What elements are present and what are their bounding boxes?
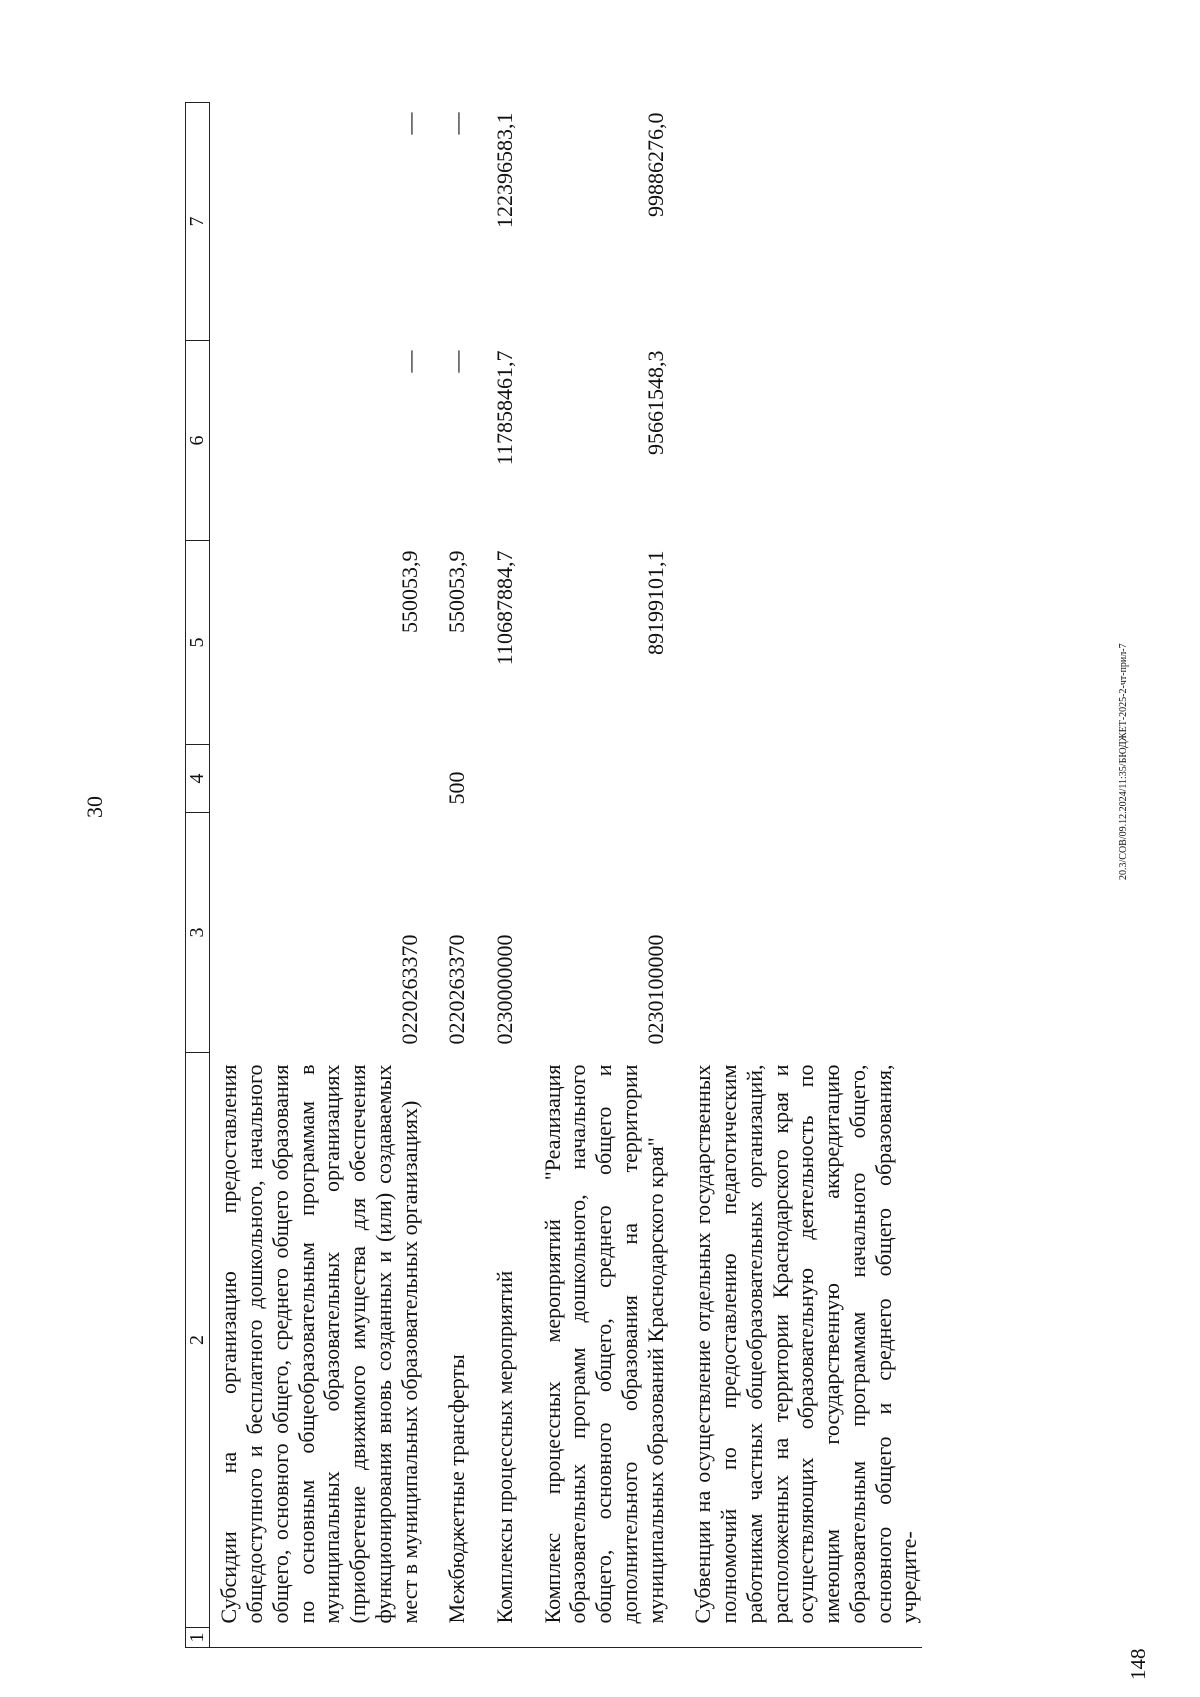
row-2026: 117858461,7 <box>492 350 517 466</box>
row-2026: — <box>444 350 470 373</box>
table-row <box>422 103 470 1648</box>
table-row <box>518 103 669 1648</box>
row-vr: 500 <box>444 771 470 805</box>
row-csr: 0220263370 <box>444 934 470 1045</box>
header-col-1: 1 <box>186 1628 210 1648</box>
table-row <box>470 103 518 1648</box>
row-2027: 99886276,0 <box>642 112 668 217</box>
row-2027 <box>668 103 922 341</box>
budget-table <box>185 102 922 1648</box>
row-2026: 95661548,3 <box>642 350 668 455</box>
row-name: Комплекс процессных мероприятий "Реализация образовательных программ дошкольного, начального общего, основного общего, среднего общего и дополнительного образования на территории муниципальных образований Краснодарского края" <box>539 1064 668 1624</box>
row-csr: 0230100000 <box>642 934 668 1045</box>
document-code: 20.3/СОВ/09.12.2024/11:35/БЮДЖЕТ-2025-2-чт-прил-7 <box>1118 643 1129 880</box>
header-col-3: 3 <box>186 813 210 1053</box>
header-col-7: 7 <box>186 103 210 341</box>
row-2025: 550053,9 <box>396 550 422 633</box>
row-vr <box>518 745 669 813</box>
row-csr: 0220263370 <box>396 934 422 1045</box>
sheet-number: 148 <box>1126 1648 1150 1680</box>
row-2026 <box>668 341 922 541</box>
row-2027: 122396583,1 <box>492 112 517 228</box>
header-col-5: 5 <box>186 541 210 745</box>
row-vr <box>668 745 922 813</box>
budget-table-rotated <box>185 103 922 1648</box>
row-2027: — <box>396 112 422 135</box>
row-2025: 550053,9 <box>444 550 470 633</box>
row-2025: 110687884,7 <box>492 550 517 666</box>
row-vr <box>470 745 518 813</box>
row-2027: — <box>444 112 470 135</box>
row-name: Межбюджетные трансферты <box>444 1354 470 1624</box>
page-number: 30 <box>82 796 107 818</box>
header-col-4: 4 <box>186 745 210 813</box>
table-row <box>668 103 922 1648</box>
row-csr: 0230000000 <box>492 934 517 1045</box>
row-csr <box>668 813 922 1053</box>
header-col-2: 2 <box>186 1053 210 1628</box>
row-name: Комплексы процессных мероприятий <box>492 1270 517 1624</box>
table-row <box>210 103 422 1648</box>
row-2026: — <box>396 350 422 373</box>
header-col-6: 6 <box>186 341 210 541</box>
row-name: Субсидии на организацию предоставления общедоступного и бесплатного дошкольного, начального общего, основного общего, среднего общего образования по основным общеобразовательным программам в муниципальных образовательных организациях (приобретение движимого имущества для обеспечения функционирования вновь созданных и (или) создаваемых мест в муниципальных образовательных организациях) <box>216 1064 422 1624</box>
header-row <box>186 103 210 1648</box>
row-name: Субвенции на осуществление отдельных государственных полномочий по предоставлению педагогическим работникам частных общеобразовательных организаций, расположенных на территории Краснодарского края и осуществляющих образовательную деятельность по имеющим государственную аккредитацию образовательным программам начального общего, основного общего и среднего общего образования, учредите- <box>690 1064 922 1624</box>
row-2025 <box>668 541 922 745</box>
row-2025: 89199101,1 <box>642 550 668 655</box>
row-vr <box>210 745 422 813</box>
